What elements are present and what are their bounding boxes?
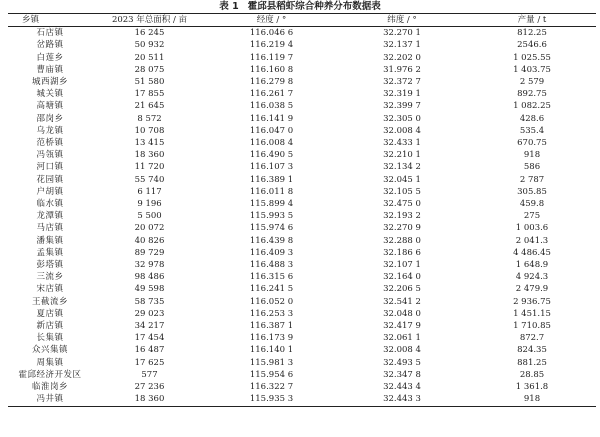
cell-yield: 1 025.55 [513,52,551,63]
cell-yield: 881.25 [517,357,547,368]
cell-township: 新店镇 [36,321,64,332]
cell-township: 冯井镇 [8,393,92,406]
cell-longitude: 116.490 5 [249,150,294,161]
cell-area: 17 625 [134,357,165,368]
cell-township: 龙潭镇 [36,211,64,222]
cell-latitude: 32.433 1 [383,138,421,149]
cell-yield: 28.85 [519,369,545,380]
cell-area: 20 072 [134,223,165,234]
table-row [8,222,596,234]
cell-longitude: 116.160 8 [249,64,294,75]
table-row [8,64,596,76]
table-row [8,137,596,149]
cell-latitude: 32.008 4 [383,345,421,356]
table-row [8,174,596,186]
cell-latitude: 31.976 2 [383,64,421,75]
cell-longitude: 116.261 7 [249,89,294,100]
table-row [8,39,596,51]
table-row [8,381,596,393]
cell-latitude: 32.372 7 [383,77,421,88]
cell-latitude: 32.045 1 [383,174,421,185]
table-row [8,393,596,406]
table-row [8,259,596,271]
cell-township: 范桥镇 [36,138,64,149]
table-row [8,76,596,88]
cell-yield: 1 451.15 [513,308,551,319]
cell-longitude: 116.141 9 [249,113,294,124]
cell-township: 王截流乡 [31,296,68,307]
cell-latitude: 32.270 1 [383,28,421,39]
cell-yield: 2 787 [519,174,545,185]
cell-longitude: 116.315 6 [249,272,294,283]
cell-yield: 459.8 [519,199,545,210]
cell-township: 高塘镇 [36,101,64,112]
cell-longitude: 116.409 3 [249,247,294,258]
cell-latitude: 32.270 9 [383,223,421,234]
cell-area: 18 360 [92,393,207,406]
cell-longitude: 116.008 4 [249,138,294,149]
cell-area: 17 454 [134,333,165,344]
cell-township: 三流乡 [36,272,64,283]
cell-longitude: 116.052 0 [249,296,294,307]
cell-latitude: 32.048 0 [383,308,421,319]
table-row [8,161,596,173]
cell-longitude: 116.119 7 [249,52,294,63]
cell-area: 20 511 [134,52,165,63]
column-header-longitude: 经度 / ° [207,14,336,27]
cell-latitude: 32.134 2 [383,162,421,173]
cell-township: 潘集镇 [36,235,64,246]
cell-area: 577 [141,369,158,380]
cell-longitude: 115.954 6 [249,369,294,380]
cell-area: 98 486 [134,272,165,283]
cell-latitude: 32.202 0 [383,52,421,63]
cell-yield: 918 [468,393,596,406]
cell-yield: 872.7 [519,333,545,344]
cell-latitude: 32.206 5 [383,284,421,295]
table-row [8,198,596,210]
cell-longitude: 116.047 0 [249,125,294,136]
cell-latitude: 32.443 4 [383,382,421,393]
cell-longitude: 116.173 9 [249,333,294,344]
table-row [8,247,596,259]
cell-township: 彭塔镇 [36,260,64,271]
cell-township: 城西湖乡 [31,77,68,88]
cell-longitude: 116.387 1 [249,321,294,332]
cell-area: 16 487 [134,345,165,356]
cell-latitude: 32.288 0 [383,235,421,246]
table-body [8,27,596,406]
cell-longitude: 116.253 3 [249,308,294,319]
cell-township: 宋店镇 [36,284,64,295]
table-row [8,186,596,198]
table-row [8,320,596,332]
cell-area: 11 720 [134,162,165,173]
table-row [8,113,596,125]
table-row [8,125,596,137]
cell-township: 临水镇 [36,199,64,210]
cell-yield: 892.75 [517,89,547,100]
cell-longitude: 116.241 5 [249,284,294,295]
table-row [8,357,596,369]
cell-yield: 535.4 [519,125,545,136]
column-header-area: 2023 年总面积 / 亩 [92,14,207,27]
cell-yield: 2546.6 [517,40,547,51]
cell-township: 霍邱经济开发区 [18,369,82,380]
cell-latitude: 32.319 1 [383,89,421,100]
cell-area: 6 117 [137,186,162,197]
cell-yield: 2 936.75 [513,296,551,307]
cell-longitude: 116.389 1 [249,174,294,185]
cell-latitude: 32.008 4 [383,125,421,136]
table-title: 霍邱县稻虾综合种养分布数据表 [247,1,381,12]
table-row [8,296,596,308]
cell-longitude: 116.046 6 [249,28,294,39]
table-row [8,308,596,320]
cell-longitude: 115.981 3 [249,357,294,368]
cell-township: 周集镇 [36,357,64,368]
cell-township: 花园镇 [36,174,64,185]
cell-yield: 1 648.9 [515,260,549,271]
table-row [8,283,596,295]
cell-longitude: 115.935 3 [207,393,336,406]
cell-area: 13 415 [134,138,165,149]
cell-area: 29 023 [134,308,165,319]
cell-longitude: 115.899 4 [249,199,294,210]
table-number: 表 1 [219,1,239,12]
cell-longitude: 116.038 5 [249,101,294,112]
cell-township: 马店镇 [36,223,64,234]
cell-longitude: 116.011 8 [249,186,294,197]
cell-longitude: 116.279 8 [249,77,294,88]
cell-township: 河口镇 [36,162,64,173]
cell-yield: 4 486.45 [513,247,551,258]
cell-latitude: 32.164 0 [383,272,421,283]
cell-township: 岔路镇 [36,40,64,51]
cell-latitude: 32.105 5 [383,186,421,197]
cell-latitude: 32.137 1 [383,40,421,51]
cell-area: 10 708 [134,125,165,136]
cell-township: 白莲乡 [36,52,64,63]
cell-yield: 812.25 [517,28,547,39]
cell-longitude: 116.219 4 [249,40,294,51]
cell-yield: 824.35 [517,345,547,356]
table-row [8,52,596,64]
cell-latitude: 32.399 7 [383,101,421,112]
cell-township: 长集镇 [36,333,64,344]
cell-area: 40 826 [134,235,165,246]
cell-township: 众兴集镇 [31,345,68,356]
cell-latitude: 32.541 2 [383,296,421,307]
cell-yield: 586 [523,162,541,173]
cell-longitude: 116.107 3 [249,162,294,173]
table-row [8,100,596,112]
cell-yield: 428.6 [519,113,545,124]
cell-yield: 1 082.25 [513,101,551,112]
header-row [8,14,596,27]
cell-township: 冯瓴镇 [36,150,64,161]
cell-area: 5 500 [137,211,162,222]
cell-yield: 2 579 [519,77,545,88]
cell-township: 曹庙镇 [36,64,64,75]
cell-area: 89 729 [134,247,165,258]
table-row [8,271,596,283]
cell-area: 8 572 [137,113,162,124]
cell-township: 户胡镇 [36,186,64,197]
cell-area: 28 075 [134,64,165,75]
cell-township: 临淮岗乡 [31,382,68,393]
column-header-latitude: 纬度 / ° [336,14,468,27]
cell-area: 32 978 [134,260,165,271]
cell-yield: 2 479.9 [515,284,549,295]
cell-township: 夏店镇 [36,308,64,319]
cell-township: 孟集镇 [36,247,64,258]
cell-longitude: 116.322 7 [249,382,294,393]
cell-yield: 305.85 [517,186,547,197]
cell-latitude: 32.475 0 [383,199,421,210]
cell-latitude: 32.193 2 [383,211,421,222]
cell-latitude: 32.061 1 [383,333,421,344]
cell-latitude: 32.347 8 [383,369,421,380]
table-caption [0,0,600,13]
cell-yield: 2 041.3 [515,235,549,246]
cell-township: 邵岗乡 [36,113,64,124]
cell-yield: 918 [523,150,541,161]
cell-area: 17 855 [134,89,165,100]
cell-longitude: 116.439 8 [249,235,294,246]
cell-area: 18 360 [134,150,165,161]
cell-latitude: 32.107 1 [383,260,421,271]
cell-latitude: 32.186 6 [383,247,421,258]
cell-yield: 1 403.75 [513,64,551,75]
cell-latitude: 32.210 1 [383,150,421,161]
table-row [8,369,596,381]
cell-area: 51 580 [134,77,165,88]
table-row [8,210,596,222]
cell-area: 9 196 [137,199,162,210]
cell-yield: 275 [523,211,541,222]
cell-area: 58 735 [134,296,165,307]
cell-township: 乌龙镇 [36,125,64,136]
cell-area: 50 932 [134,40,165,51]
cell-area: 21 645 [134,101,165,112]
column-header-yield: 产量 / t [468,14,596,27]
table-row [8,27,596,40]
cell-area: 49 598 [134,284,165,295]
cell-yield: 1 003.6 [515,223,549,234]
cell-yield: 4 924.3 [515,272,549,283]
cell-latitude: 32.417 9 [383,321,421,332]
table-row [8,332,596,344]
cell-longitude: 116.488 3 [249,260,294,271]
cell-yield: 1 361.8 [515,382,549,393]
cell-latitude: 32.493 5 [383,357,421,368]
table-row [8,88,596,100]
table-row [8,344,596,356]
cell-yield: 670.75 [517,138,547,149]
table-row [8,235,596,247]
data-table [8,13,596,407]
cell-latitude: 32.443 3 [336,393,468,406]
column-header-township: 乡镇 [8,14,92,27]
cell-area: 16 245 [134,28,165,39]
cell-township: 石店镇 [36,28,64,39]
cell-area: 34 217 [134,321,165,332]
cell-area: 55 740 [134,174,165,185]
cell-longitude: 116.140 1 [249,345,294,356]
cell-latitude: 32.305 0 [383,113,421,124]
cell-longitude: 115.993 5 [249,211,294,222]
cell-area: 27 236 [134,382,165,393]
table-row [8,149,596,161]
cell-township: 城关镇 [36,89,64,100]
cell-longitude: 115.974 6 [249,223,294,234]
cell-yield: 1 710.85 [513,321,551,332]
